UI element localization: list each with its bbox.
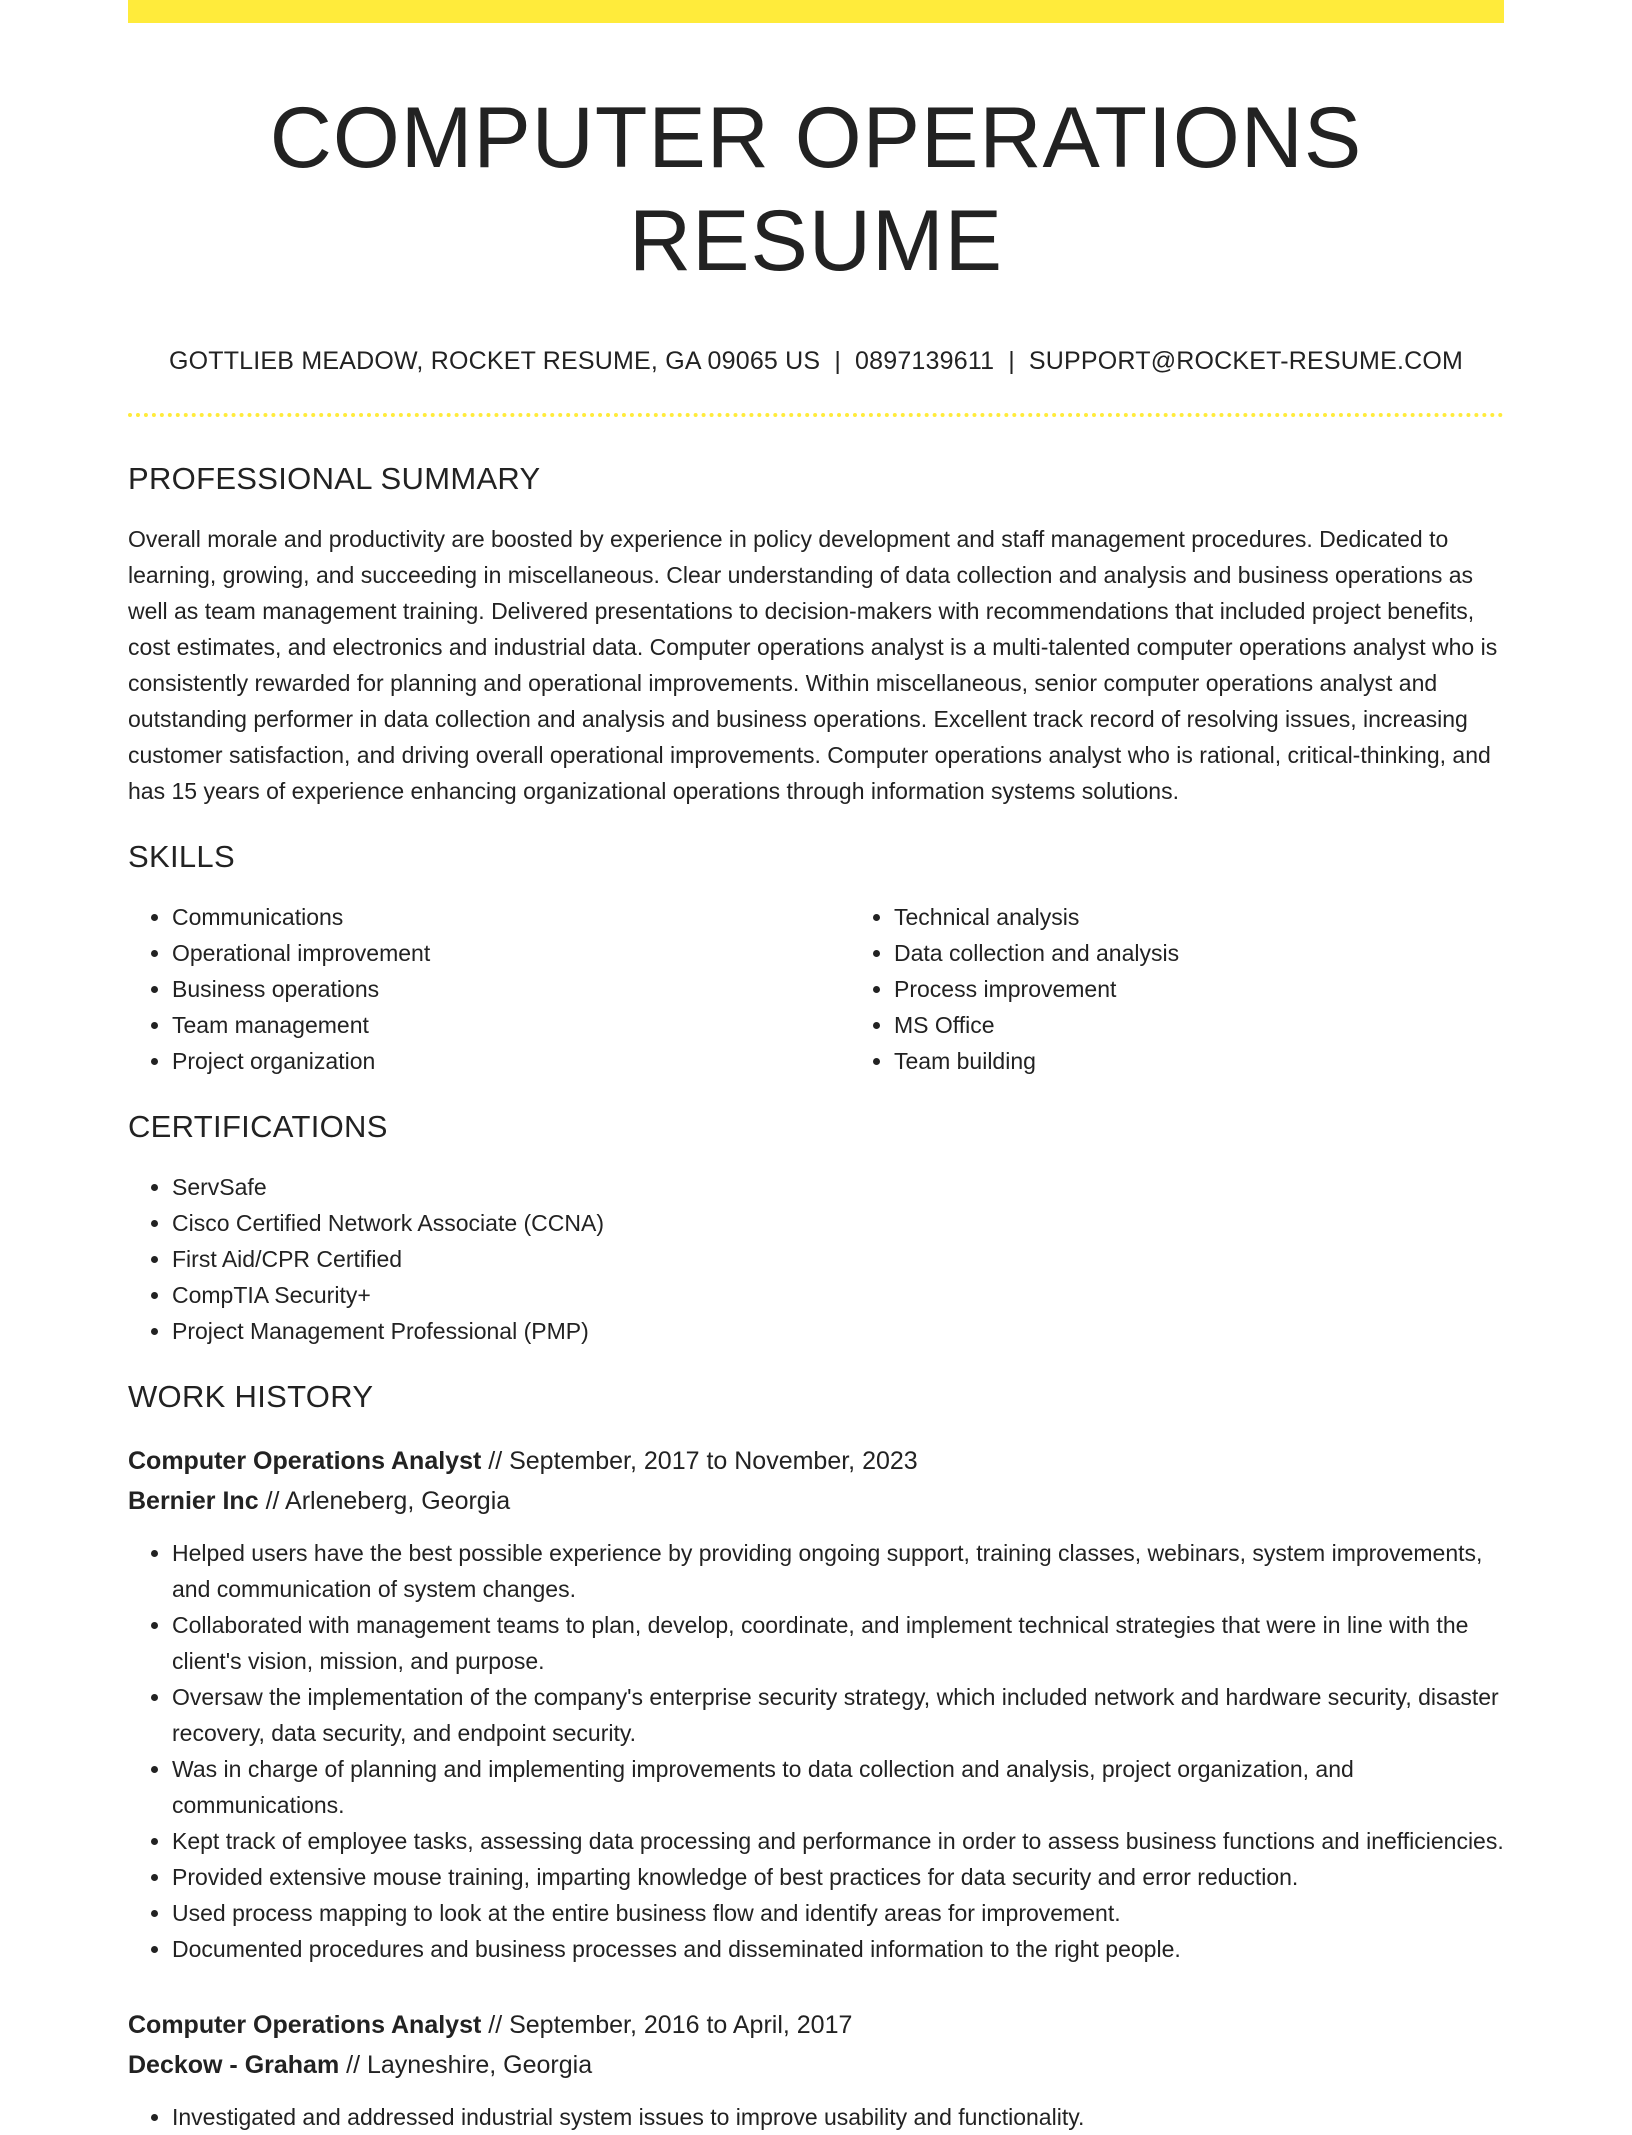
- skill-item: • Process improvement: [894, 971, 1504, 1007]
- job-bullets: [128, 2099, 1504, 2135]
- job-dates: // September, 2017 to November, 2023: [488, 1447, 918, 1476]
- job-bullets: [128, 1535, 1504, 1967]
- summary-text: Overall morale and productivity are boosted by experience in policy development and staff management procedures. Dedicated to learning, growing, and succeeding in miscellaneous. Clear understanding of data collection and analysis and business operations as well as team management training. Delivered presentations to decision-makers with recommendations that included project benefits, cost estimates, and electronics and industrial data. Computer operations analyst is a multi-talented computer operations analyst who is consistently rewarded for planning and operational improvements. Within miscellaneous, senior computer operations analyst and outstanding performer in data collection and analysis and business operations. Excellent track record of resolving issues, increasing customer satisfaction, and driving overall operational improvements. Computer operations analyst who is rational, critical-thinking, and has 15 years of experience enhancing organizational operations through information systems solutions.: [128, 526, 1498, 805]
- job-title: Computer Operations Analyst: [128, 2011, 482, 2040]
- job-bullet: • Investigated and addressed industrial system issues to improve usability and functionality.: [172, 2099, 1504, 2135]
- certification-item: • Project Management Professional (PMP): [172, 1313, 1504, 1349]
- job-location: // Arleneberg, Georgia: [265, 1487, 511, 1516]
- job-bullet: • Documented procedures and business processes and disseminated information to the right people.: [172, 1931, 1504, 1967]
- job-company: Deckow - Graham: [128, 2051, 340, 2080]
- job-bullet: • Provided extensive mouse training, imparting knowledge of best practices for data security and error reduction.: [172, 1859, 1504, 1895]
- skill-item: • Project organization: [172, 1043, 850, 1079]
- skill-item: • Business operations: [172, 971, 850, 1007]
- resume-page: [128, 0, 1504, 2135]
- job-bullet: • Used process mapping to look at the entire business flow and identify areas for improvement.: [172, 1895, 1504, 1931]
- skills-list-left: [128, 899, 850, 1079]
- contact-separator: |: [834, 347, 842, 376]
- job-entry: [128, 2005, 1504, 2135]
- skills-list-right: [850, 899, 1504, 1079]
- top-accent-bar: [128, 0, 1504, 23]
- certification-item: • Cisco Certified Network Associate (CCNA): [172, 1205, 1504, 1241]
- job-title-line: [128, 2005, 1504, 2045]
- skill-item: • Operational improvement: [172, 935, 850, 971]
- contact-email: SUPPORT@ROCKET-RESUME.COM: [1028, 347, 1464, 376]
- job-company-line: [128, 2045, 1504, 2085]
- job-bullet: • Was in charge of planning and implementing improvements to data collection and analysis, project organization, and communications.: [172, 1751, 1504, 1823]
- job-location: // Layneshire, Georgia: [346, 2051, 593, 2080]
- job-bullet: • Helped users have the best possible experience by providing ongoing support, training classes, webinars, system improvements, and communication of system changes.: [172, 1535, 1504, 1607]
- job-company: Bernier Inc: [128, 1487, 259, 1516]
- work-history-heading: WORK HISTORY: [128, 1379, 374, 1415]
- skill-item: • MS Office: [894, 1007, 1504, 1043]
- summary-heading: PROFESSIONAL SUMMARY: [128, 461, 541, 497]
- skill-item: • Team building: [894, 1043, 1504, 1079]
- contact-address: GOTTLIEB MEADOW, ROCKET RESUME, GA 09065 US: [168, 347, 821, 376]
- certifications-heading: CERTIFICATIONS: [128, 1109, 388, 1145]
- job-title: Computer Operations Analyst: [128, 1447, 482, 1476]
- skill-item: • Technical analysis: [894, 899, 1504, 935]
- contact-separator: |: [1008, 347, 1015, 376]
- contact-line: [128, 347, 1504, 376]
- resume-title: COMPUTER OPERATIONS RESUME: [269, 90, 1363, 290]
- skill-item: • Communications: [172, 899, 850, 935]
- job-dates: // September, 2016 to April, 2017: [488, 2011, 853, 2040]
- certification-item: • CompTIA Security+: [172, 1277, 1504, 1313]
- job-entry: [128, 1441, 1504, 1967]
- job-bullet: • Kept track of employee tasks, assessing data processing and performance in order to assess business functions and inefficiencies.: [172, 1823, 1504, 1859]
- skill-item: • Team management: [172, 1007, 850, 1043]
- skills-heading: SKILLS: [128, 839, 235, 875]
- certification-item: • ServSafe: [172, 1169, 1504, 1205]
- job-bullet: • Oversaw the implementation of the company's enterprise security strategy, which included network and hardware security, disaster recovery, data security, and endpoint security.: [172, 1679, 1504, 1751]
- contact-phone: 0897139611: [855, 347, 995, 376]
- certifications-list: [128, 1169, 1504, 1349]
- skills-columns: [128, 899, 1504, 1079]
- job-company-line: [128, 1481, 1504, 1521]
- job-title-line: [128, 1441, 1504, 1481]
- job-bullet: • Collaborated with management teams to plan, develop, coordinate, and implement technical strategies that were in line with the client's vision, mission, and purpose.: [172, 1607, 1504, 1679]
- skill-item: • Data collection and analysis: [894, 935, 1504, 971]
- certification-item: • First Aid/CPR Certified: [172, 1241, 1504, 1277]
- dotted-divider: [128, 413, 1504, 417]
